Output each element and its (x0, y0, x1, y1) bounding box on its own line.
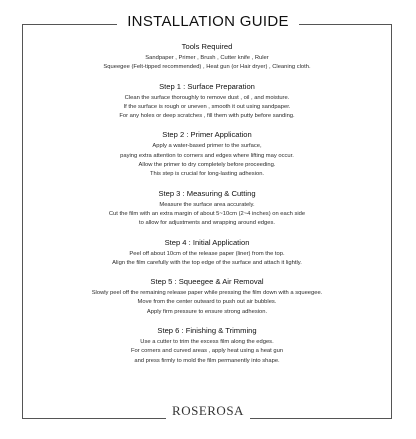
section-title: Step 4 : Initial Application (164, 237, 250, 247)
section-title: Step 1 : Surface Preparation (159, 81, 255, 91)
guide-section (22, 42, 392, 73)
instruction-line: Slowly peel off the remaining release paper while pressing the film down with a squeegee. (91, 290, 323, 297)
section-title: Step 2 : Primer Application (162, 130, 252, 140)
guide-title: INSTALLATION GUIDE (117, 12, 299, 32)
guide-section (22, 82, 392, 122)
instruction-line: This step is crucial for long-lasting adhesion. (149, 171, 265, 178)
guide-section (22, 326, 392, 366)
section-title: Step 3 : Measuring & Cutting (158, 188, 256, 198)
instruction-line: Align the film carefully with the top edge of the surface and attach it lightly. (112, 259, 302, 266)
instruction-line: For any holes or deep scratches , fill them with putty before sanding. (119, 113, 295, 120)
instruction-line: Apply a water-based primer to the surface, (152, 143, 262, 150)
guide-section (22, 130, 392, 179)
instruction-line: Use a cutter to trim the excess film along the edges. (140, 339, 274, 346)
brand-logo-wrapper (0, 402, 416, 420)
instruction-line: and press firmly to mold the film permanently into shape. (134, 357, 280, 364)
guide-section (22, 238, 392, 269)
guide-section (22, 277, 392, 317)
guide-title-wrapper (0, 12, 416, 32)
instruction-line: Allow the primer to dry completely before proceeding. (138, 162, 276, 169)
instruction-line: For corners and curved areas , apply heat using a heat gun (130, 348, 284, 355)
instruction-line: Sandpaper , Primer , Brush , Cutter knife , Ruler (145, 55, 269, 61)
instruction-line: Peel off about 10cm of the release paper (liner) from the top. (129, 250, 285, 257)
brand-logo: ROSEROSA (166, 402, 250, 420)
guide-section (22, 189, 392, 229)
guide-content (22, 42, 392, 375)
instruction-line: Measure the surface area accurately. (159, 201, 255, 208)
instruction-line: Clean the surface thoroughly to remove dust , oil , and moisture. (124, 94, 290, 101)
section-title: Step 5 : Squeegee & Air Removal (150, 277, 264, 287)
section-title: Tools Required (181, 42, 233, 51)
instruction-line: Cut the film with an extra margin of about 5~10cm (2~4 inches) on each side (108, 210, 306, 217)
instruction-line: If the surface is rough or uneven , smooth it out using sandpaper. (123, 103, 291, 110)
instruction-line: to allow for adjustments and wrapping around edges. (139, 220, 275, 227)
instruction-line: paying extra attention to corners and edges where lifting may occur. (120, 152, 294, 159)
instruction-line: Apply firm pressure to ensure strong adhesion. (146, 308, 268, 315)
section-title: Step 6 : Finishing & Trimming (157, 326, 257, 336)
instruction-line: Move from the center outward to push out air bubbles. (137, 299, 277, 306)
instruction-line: Squeegee (Felt-tipped recommended) , Heat gun (or Hair dryer) , Cleaning cloth. (103, 64, 311, 71)
